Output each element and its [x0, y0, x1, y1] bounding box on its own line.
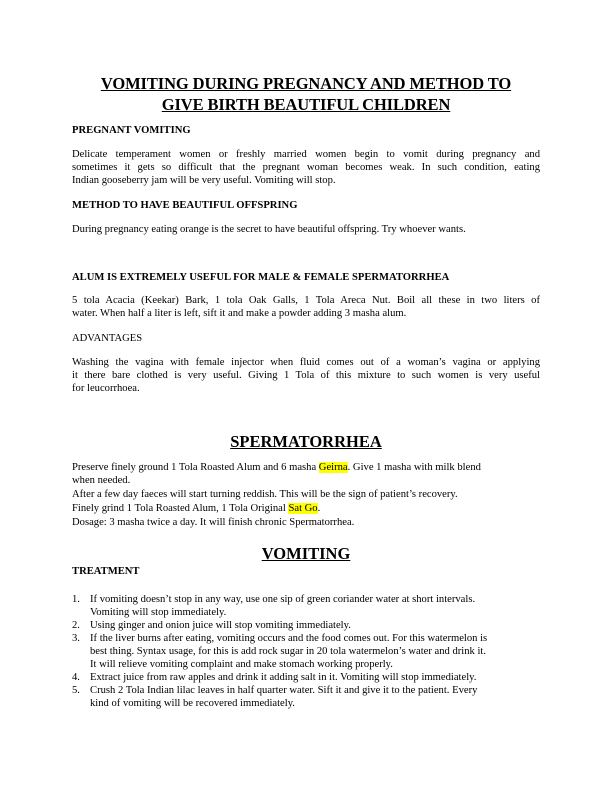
list-item-line: If the liver burns after eating, vomiting occurs and the food comes out. For this watermelon is	[90, 633, 488, 644]
list-item-line: kind of vomiting will be recovered immediately.	[90, 698, 295, 709]
alum-heading: ALUM IS EXTREMELY USEFUL FOR MALE & FEMALE SPERMATORRHEA	[72, 272, 450, 283]
list-number: 4.	[72, 672, 80, 683]
spermatorrhea-heading: SPERMATORRHEA	[230, 432, 382, 451]
alum-paragraph	[72, 294, 540, 320]
list-item	[72, 593, 542, 619]
spermatorrhea-line-1	[72, 461, 481, 474]
beautiful-offspring-heading: METHOD TO HAVE BEAUTIFUL OFFSPRING	[72, 200, 298, 211]
text-run: .	[317, 503, 321, 514]
pregnant-vomiting-heading: PREGNANT VOMITING	[72, 125, 191, 136]
list-item-line: Using ginger and onion juice will stop vomiting immediately.	[90, 620, 351, 631]
list-number: 5.	[72, 685, 80, 696]
text-run: . Give 1 masha with milk blend	[347, 462, 481, 473]
treatment-list	[72, 593, 542, 710]
list-item	[72, 619, 542, 632]
pregnant-vomiting-paragraph	[72, 148, 540, 187]
spermatorrhea-line-5: Dosage: 3 masha twice a day. It will finish chronic Spermatorrhea.	[72, 517, 355, 528]
paragraph-line: for leucorrhoea.	[72, 383, 140, 394]
title-line-1: VOMITING DURING PREGNANCY AND METHOD TO	[100, 74, 512, 93]
treatment-label: TREATMENT	[72, 566, 140, 577]
paragraph-line: sometimes it gets so difficult that the pregnant woman becomes weak. In such condition, eating	[72, 162, 540, 173]
list-item-line: Vomiting will stop immediately.	[90, 607, 227, 618]
list-item-line: If vomiting doesn’t stop in any way, use one sip of green coriander water at short intervals.	[90, 594, 476, 605]
paragraph-line: Indian gooseberry jam will be very useful. Vomiting will stop.	[72, 175, 336, 186]
advantages-label: ADVANTAGES	[72, 333, 143, 344]
list-item-line: It will relieve vomiting complaint and make stomach working properly.	[90, 659, 393, 670]
list-item	[72, 671, 542, 684]
spermatorrhea-line-3: After a few day faeces will start turning reddish. This will be the sign of patient’s recovery.	[72, 489, 458, 500]
list-item	[72, 684, 542, 710]
list-item	[72, 632, 542, 671]
paragraph-line: 5 tola Acacia (Keekar) Bark, 1 tola Oak Galls, 1 Tola Areca Nut. Boil all these in two liters of	[72, 295, 540, 306]
paragraph-line: Delicate temperament women or freshly married women begin to vomit during pregnancy and	[72, 149, 540, 160]
list-number: 2.	[72, 620, 80, 631]
spermatorrhea-line-2: when needed.	[72, 475, 131, 486]
paragraph-line: water. When half a liter is left, sift it and make a powder adding 3 masha alum.	[72, 308, 407, 319]
text-run: Preserve finely ground 1 Tola Roasted Alum and 6 masha	[72, 462, 319, 473]
spermatorrhea-line-4	[72, 502, 320, 515]
highlighted-text: Sat Go	[288, 503, 318, 514]
list-item-line: Crush 2 Tola Indian lilac leaves in half quarter water. Sift it and give it to the patient. Every	[90, 685, 478, 696]
advantages-paragraph	[72, 356, 540, 395]
list-item-line: best thing. Syntax usage, for this is add rock sugar in 20 tola watermelon’s water and drink it.	[90, 646, 487, 657]
list-item-line: Extract juice from raw apples and drink it adding salt in it. Vomiting will stop immediately.	[90, 672, 477, 683]
vomiting-heading: VOMITING	[261, 544, 351, 563]
list-number: 1.	[72, 594, 80, 605]
paragraph-line: it there bare clothed is very useful. Giving 1 Tola of this mixture to such women is very useful	[72, 370, 540, 381]
paragraph-line: Washing the vagina with female injector when fluid comes out of a woman’s vagina or applying	[72, 357, 540, 368]
title-line-2: GIVE BIRTH BEAUTIFUL CHILDREN	[161, 95, 451, 114]
highlighted-text: Geirna	[318, 462, 348, 473]
beautiful-offspring-text: During pregnancy eating orange is the secret to have beautiful offspring. Try whoever wants.	[72, 224, 466, 235]
page-title	[60, 73, 552, 115]
text-run: Finely grind 1 Tola Roasted Alum, 1 Tola Original	[72, 503, 289, 514]
list-number: 3.	[72, 633, 80, 644]
